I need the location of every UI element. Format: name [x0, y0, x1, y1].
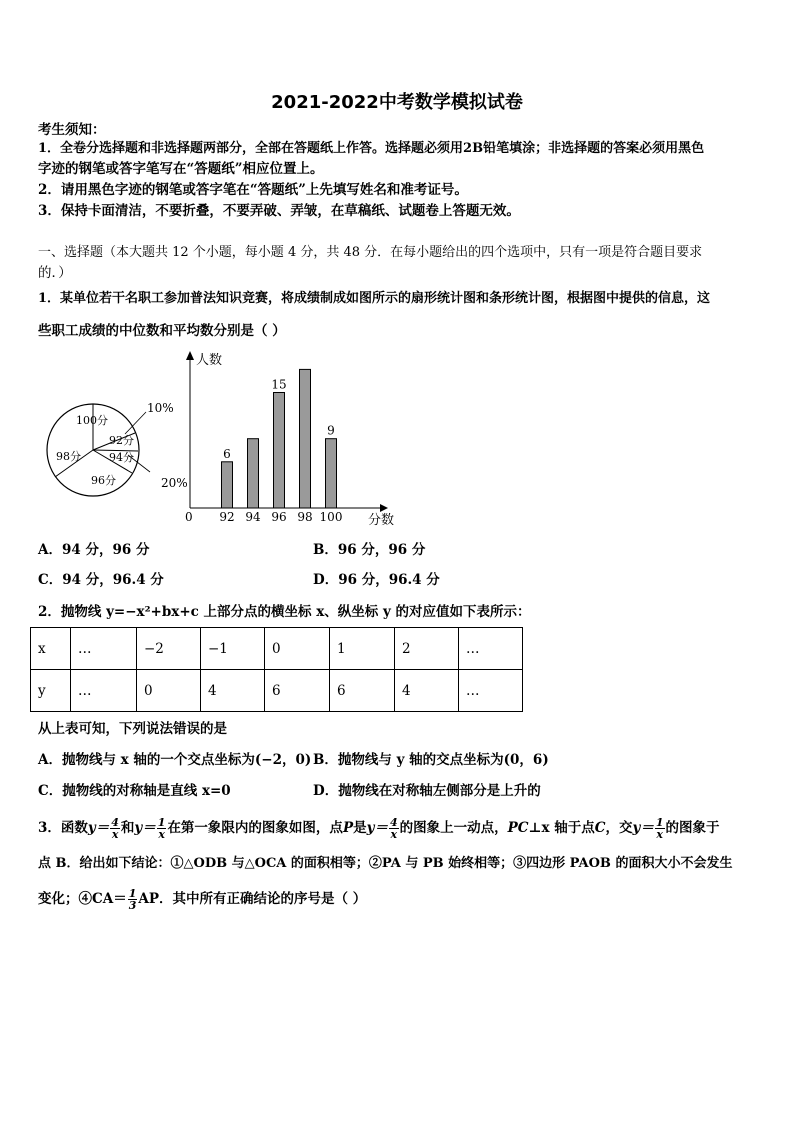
- pie-leader-line: [125, 412, 146, 434]
- fraction-denominator: x: [656, 828, 663, 841]
- pie-slice-label-96: 96分: [91, 474, 116, 487]
- q2-follow: 从上表可知，下列说法错误的是: [38, 721, 227, 737]
- notice-heading: 考生须知：: [38, 122, 106, 138]
- x-tick-label: 96: [271, 510, 287, 524]
- pie-slice-label-98: 98分: [56, 450, 81, 463]
- q3-text: 的图象上一动点，: [399, 820, 508, 836]
- table-cell: −1: [201, 628, 265, 670]
- q3-text: 和: [120, 820, 135, 836]
- q1-stem-line-2: 些职工成绩的中位数和平均数分别是（ ）: [38, 323, 286, 339]
- q3-var: P: [342, 820, 354, 836]
- section-heading-line-1: 一、选择题（本大题共 12 个小题，每小题 4 分，共 48 分．在每小题给出的四个选项中，只有一项是符合题目要求: [38, 245, 703, 260]
- x-axis-label: 分数: [368, 513, 395, 528]
- table-cell: …: [459, 670, 523, 712]
- q1-option-d: D．96 分，96.4 分: [313, 572, 440, 588]
- fraction-denominator: 3: [128, 899, 137, 912]
- bar-data-label: 9: [327, 423, 335, 438]
- table-row: [31, 628, 523, 670]
- q2-stem: 2．抛物线 y=−x²+bx+c 上部分点的横坐标 x、纵坐标 y 的对应值如下表所示：: [38, 604, 531, 620]
- fraction-1-over-3: [128, 888, 138, 911]
- x-tick-label: 94: [245, 510, 261, 524]
- fraction-1-over-x: [157, 817, 167, 840]
- table-cell: x: [31, 628, 71, 670]
- section-heading-line-2: 的．）: [38, 265, 72, 281]
- table-cell: 6: [265, 670, 330, 712]
- q3-text: 变化；④CA＝: [38, 891, 127, 907]
- fraction-numerator: 1: [157, 816, 166, 829]
- q3-stem-line-2: 点 B．给出如下结论：①△ODB 与△OCA 的面积相等；②PA 与 PB 始终相等；③四边形 PAOB 的面积大小不会发生: [38, 856, 733, 871]
- q3-var: y＝: [632, 820, 654, 836]
- q3-stem-line-3: [38, 885, 366, 913]
- table-cell: 4: [201, 670, 265, 712]
- origin-label: 0: [185, 510, 193, 524]
- table-row: [31, 670, 523, 712]
- q2-option-c: C．抛物线的对称轴是直线 x=0: [38, 783, 231, 799]
- q3-text: 是: [353, 820, 367, 836]
- pie-annotation-10pct: 10%: [147, 401, 174, 415]
- bar-94: [248, 439, 259, 508]
- x-tick-label: 92: [219, 510, 235, 524]
- pie-slice-label-92: 92分: [109, 434, 134, 447]
- pie-slice-label-94: 94分: [109, 451, 134, 464]
- q1-option-a: A．94 分，96 分: [38, 542, 150, 558]
- q3-text: 的图象于: [665, 820, 720, 836]
- bar-chart: [170, 348, 410, 528]
- q3-stem-line-1: [38, 815, 720, 841]
- table-cell: 1: [330, 628, 395, 670]
- bar-92: [222, 462, 233, 508]
- fraction-numerator: 1: [128, 887, 137, 900]
- fraction-4-over-x: [389, 817, 399, 840]
- q3-text: 3．函数: [38, 820, 88, 836]
- bar-data-label: 6: [223, 446, 231, 461]
- pie-slice-label-100: 100分: [76, 414, 108, 427]
- fraction-numerator: 1: [655, 816, 664, 829]
- table-cell: 6: [330, 670, 395, 712]
- table-cell: −2: [137, 628, 201, 670]
- q2-option-a: A．抛物线与 x 轴的一个交点坐标为(−2，0): [38, 752, 312, 768]
- q1-option-c: C．94 分，96.4 分: [38, 572, 164, 588]
- page-title: 2021-2022中考数学模拟试卷: [271, 92, 523, 113]
- table-cell: y: [31, 670, 71, 712]
- q2-option-b: B．抛物线与 y 轴的交点坐标为(0，6): [313, 752, 549, 768]
- q3-text: ⊥x 轴于点: [528, 820, 595, 836]
- table-cell: …: [71, 670, 137, 712]
- table-cell: 2: [395, 628, 459, 670]
- q3-text: ，交: [605, 820, 633, 836]
- x-tick-label: 98: [297, 510, 313, 524]
- bar-98: [300, 369, 311, 508]
- fraction-numerator: 4: [111, 816, 119, 829]
- notice-line-1a: 1．全卷分选择题和非选择题两部分，全部在答题纸上作答。选择题必须用2B铅笔填涂；非选择题的答案必须用黑色: [38, 141, 705, 156]
- table-cell: 0: [265, 628, 330, 670]
- q3-var: C: [594, 820, 606, 836]
- x-axis-arrow: [380, 504, 388, 512]
- fraction-4-over-x: [110, 817, 120, 840]
- values-table: [30, 627, 523, 712]
- table-cell: …: [459, 628, 523, 670]
- bar-100: [326, 439, 337, 508]
- q3-text: AP．其中所有正确结论的序号是（ ）: [138, 891, 367, 907]
- bar-data-label: 15: [271, 377, 287, 392]
- table-cell: …: [71, 628, 137, 670]
- fraction-numerator: 4: [389, 816, 398, 829]
- q3-var: y＝: [134, 820, 156, 836]
- notice-line-2: 2．请用黑色字迹的钢笔或答字笔在“答题纸”上先填写姓名和准考证号。: [38, 182, 468, 198]
- fraction-denominator: x: [111, 828, 119, 841]
- table-cell: 4: [395, 670, 459, 712]
- q1-stem-line-1: 1．某单位若干名职工参加普法知识竞赛，将成绩制成如图所示的扇形统计图和条形统计图，根据图中提供的信息，这: [38, 291, 711, 306]
- bar-96: [274, 393, 285, 509]
- fraction-denominator: x: [158, 828, 165, 841]
- pie-annotation-20pct: 20%: [161, 476, 188, 490]
- q3-var: PC: [507, 820, 529, 836]
- q1-option-b: B．96 分，96 分: [313, 542, 426, 558]
- notice-line-3: 3．保持卡面清洁，不要折叠，不要弄破、弄皱，在草稿纸、试题卷上答题无效。: [38, 203, 520, 219]
- x-tick-label: 100: [319, 510, 343, 524]
- q3-text: 在第一象限内的图象如图，点: [167, 820, 343, 836]
- fraction-denominator: x: [390, 828, 398, 841]
- fraction-1-over-x: [655, 817, 665, 840]
- y-axis-label: 人数: [196, 353, 223, 368]
- q3-var: y＝: [87, 820, 110, 836]
- notice-line-1b: 字迹的钢笔或答字笔写在“答题纸”相应位置上。: [38, 161, 324, 177]
- y-axis-arrow: [186, 351, 194, 360]
- q3-var: y＝: [366, 820, 388, 836]
- q2-option-d: D．抛物线在对称轴左侧部分是上升的: [313, 783, 541, 799]
- table-cell: 0: [137, 670, 201, 712]
